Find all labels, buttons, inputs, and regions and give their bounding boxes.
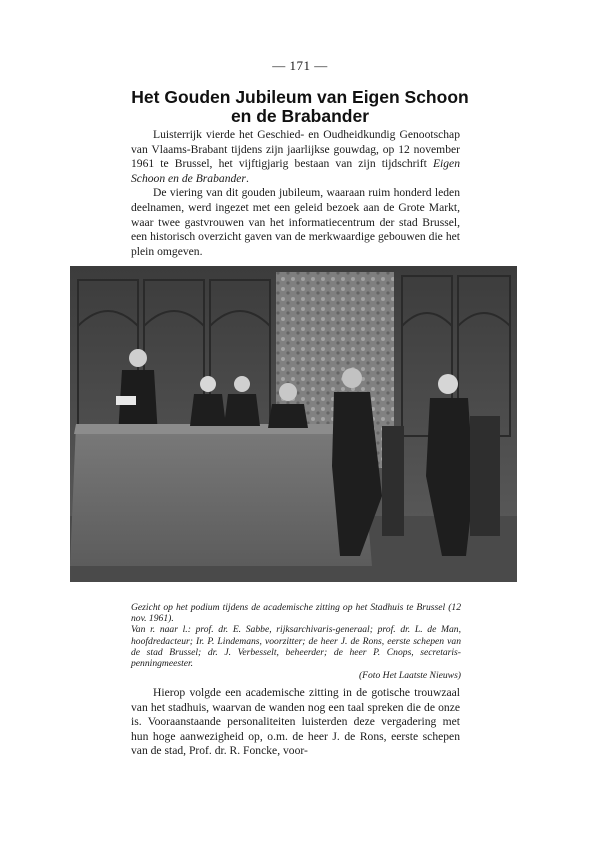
- caption-line-2: Van r. naar l.: prof. dr. E. Sabbe, rijksarchivaris-generaal; prof. dr. L. de Man, hoofdredacteur; Ir. P. Lindemans, voorzitter; de heer J. de Rons, eerste schepen van de stad Brussel; dr. J. Verbesselt, beheerder; de heer P. Cnops, secretaris-penningmeester.: [131, 624, 461, 670]
- photo-credit: (Foto Het Laatste Nieuws): [358, 670, 461, 682]
- photo-caption: [131, 602, 461, 681]
- body-text: [131, 686, 460, 759]
- podium-photo: [70, 266, 517, 582]
- page-number: — 171 —: [272, 58, 328, 73]
- table-cloth: [70, 424, 372, 566]
- photo-illustration: [70, 266, 517, 582]
- intro-paragraph-1: [131, 128, 460, 186]
- intro-text: [131, 128, 460, 259]
- intro-paragraph-2: De viering van dit gouden jubileum, waaraan ruim honderd leden deelnamen, werd ingezet met een geleid bezoek aan de Grote Markt, waar twee gastvrouwen van het informatiecentrum der stad Brussel, een historisch overzicht gaven van de merkwaardige gebouwen die het plein omgeven.: [131, 186, 460, 258]
- intro-p1-start: Luisterrijk vierde het Geschied- en Oudheidkundig Genootschap van Vlaams-Brabant tijdens zijn jaarlijkse gouwdag, op 12 november 1961 te Brussel, het vijftigjarig bestaan van zijn tijdschrift: [131, 128, 460, 171]
- caption-line-1: Gezicht op het podium tijdens de academische zitting op het Stadhuis te Brussel (12 nov. 1961).: [131, 602, 461, 625]
- body-paragraph-1: Hierop volgde een academische zitting in de gotische trouwzaal van het stadhuis, waarvan de wanden nog een taal spreken die de onze is. Vooraanstaande personaliteiten luisterden deze vergadering met hun hoge aanwezigheid op, o.m. de heer J. de Rons, eerste schepen van de stad, Prof. dr. R. Foncke, voor-: [131, 686, 460, 758]
- title-line-1: Het Gouden Jubileum van Eigen Schoon: [131, 87, 469, 107]
- journal-title: Eigen Schoon en de Brabander: [131, 157, 460, 185]
- intro-p1-end: .: [245, 171, 249, 185]
- article-title: [0, 88, 600, 126]
- title-line-2: en de Brabander: [230, 106, 370, 126]
